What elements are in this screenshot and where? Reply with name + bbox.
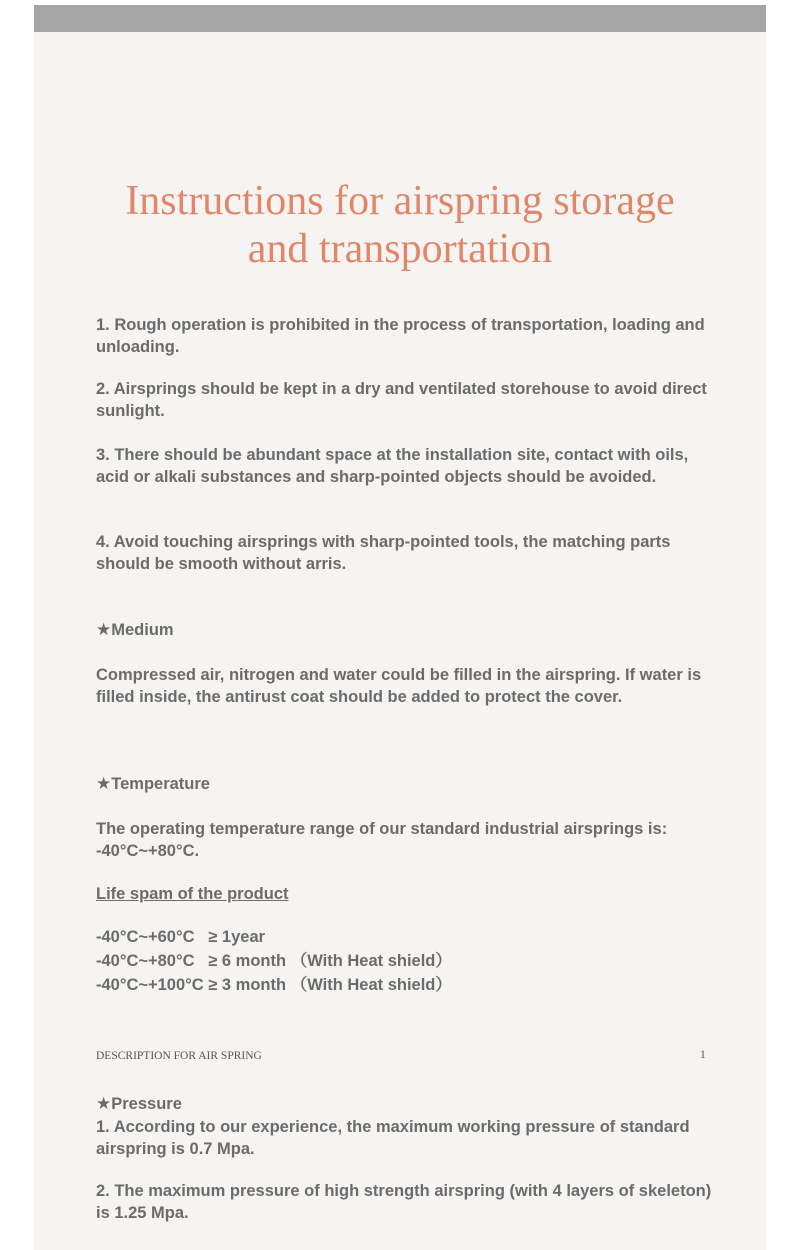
life-range: -40°C~+60°C [96, 928, 195, 946]
life-value: ≥ 6 month [208, 952, 287, 970]
temperature-heading [96, 773, 210, 795]
instruction-2: 2. Airsprings should be kept in a dry and ventilated storehouse to avoid direct sunlight. [96, 380, 707, 420]
medium-heading [96, 619, 174, 641]
life-row [96, 926, 265, 948]
pressure-heading [96, 1093, 182, 1115]
life-value: ≥ 3 month [208, 976, 287, 994]
pressure-heading-label: Pressure [111, 1095, 182, 1113]
instruction-3: 3. There should be abundant space at the installation site, contact with oils, acid or alkali substances and sharp-pointed objects should be avoided. [96, 446, 689, 486]
life-row [96, 974, 452, 996]
instruction-4: 4. Avoid touching airsprings with sharp-pointed tools, the matching parts should be smooth without arris. [96, 533, 671, 573]
star-icon: ★ [96, 774, 112, 793]
star-icon: ★ [96, 620, 112, 639]
title-line-1: Instructions for airspring storage [125, 178, 675, 224]
pressure-item-1: 1. According to our experience, the maximum working pressure of standard airspring is 0.7 Mpa. [96, 1118, 690, 1158]
life-span-heading: Life spam of the product [96, 885, 289, 903]
page-title [34, 177, 766, 273]
temperature-heading-label: Temperature [111, 775, 210, 793]
footer-label: DESCRIPTION FOR AIR SPRING [96, 1050, 262, 1062]
title-line-2: and transportation [247, 226, 553, 272]
medium-heading-label: Medium [111, 621, 174, 639]
document-page [34, 5, 766, 1250]
top-bar [34, 5, 766, 32]
life-value: ≥ 1year [208, 928, 266, 946]
medium-text: Compressed air, nitrogen and water could be filled in the airspring. If water is filled inside, the antirust coat should be added to protect the cover. [96, 666, 702, 706]
life-range: -40°C~+100°C [96, 976, 204, 994]
life-row [96, 950, 452, 972]
star-icon: ★ [96, 1094, 112, 1113]
temperature-text: The operating temperature range of our standard industrial airsprings is: -40°C~+80°C. [96, 820, 668, 860]
pressure-item-2: 2. The maximum pressure of high strength airspring (with 4 layers of skeleton) is 1.25 Mpa. [96, 1182, 712, 1222]
instruction-1: 1. Rough operation is prohibited in the process of transportation, loading and unloading. [96, 316, 705, 356]
life-note: （With Heat shield） [290, 976, 452, 994]
life-note: （With Heat shield） [290, 952, 452, 970]
page-number: 1 [700, 1049, 706, 1061]
life-range: -40°C~+80°C [96, 952, 195, 970]
